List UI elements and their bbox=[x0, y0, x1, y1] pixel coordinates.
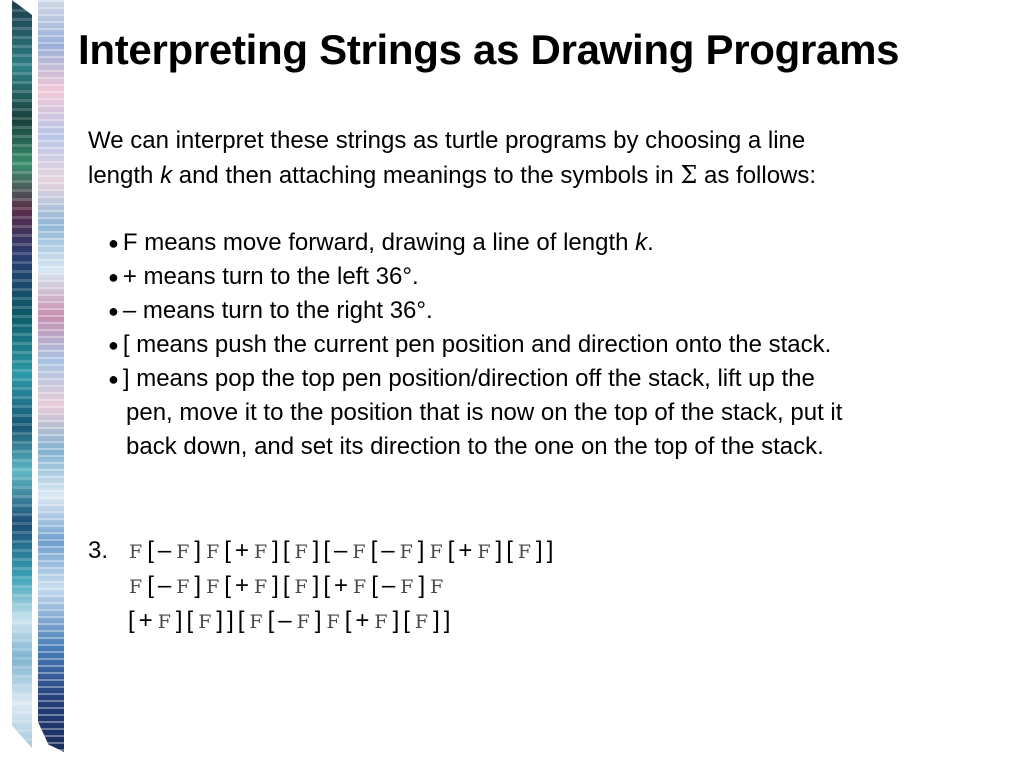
code-token-forward: F bbox=[294, 541, 308, 563]
list-item bbox=[108, 260, 842, 294]
code-token-symbol: ] bbox=[536, 537, 543, 564]
code-token-symbol: ] bbox=[443, 607, 451, 634]
code-token-symbol: [ bbox=[371, 572, 378, 599]
code-token-symbol: [ bbox=[403, 607, 410, 634]
bullet-text: – means turn to the right 36°. bbox=[122, 297, 433, 324]
code-token-symbol: – bbox=[157, 572, 172, 599]
code-token-forward: F bbox=[206, 541, 220, 563]
code-line bbox=[126, 604, 555, 639]
code-token-symbol: [ bbox=[186, 607, 194, 634]
code-token-symbol: [ bbox=[224, 537, 231, 564]
slide-title: Interpreting Strings as Drawing Programs bbox=[78, 26, 900, 73]
code-token-symbol: ] bbox=[227, 607, 234, 634]
code-token-symbol: ] bbox=[312, 572, 320, 599]
code-token-forward: F bbox=[176, 576, 190, 598]
code-token-symbol: [ bbox=[282, 572, 290, 599]
code-token-forward: F bbox=[477, 541, 491, 563]
sigma-symbol: Σ bbox=[680, 161, 698, 189]
code-token-symbol: ] bbox=[175, 607, 183, 634]
code-token-symbol: ] bbox=[417, 537, 425, 564]
list-item bbox=[108, 362, 842, 396]
code-token-forward: F bbox=[129, 541, 143, 563]
variable-k: k bbox=[160, 162, 173, 189]
code-token-forward: F bbox=[399, 541, 413, 563]
intro-text: as follows: bbox=[697, 162, 817, 189]
code-token-forward: F bbox=[296, 611, 310, 633]
bullet-dot: ● bbox=[108, 301, 119, 321]
example-number: 3. bbox=[88, 537, 109, 564]
code-token-symbol: [ bbox=[447, 537, 455, 564]
code-token-forward: F bbox=[157, 611, 171, 633]
code-token-forward: F bbox=[353, 576, 367, 598]
code-token-forward: F bbox=[374, 611, 388, 633]
intro-paragraph bbox=[88, 124, 988, 193]
code-token-symbol: – bbox=[278, 607, 292, 634]
code-token-symbol: ] bbox=[392, 607, 400, 634]
list-item bbox=[108, 226, 842, 260]
bullet-text: + means turn to the left 36°. bbox=[122, 263, 419, 290]
code-token-symbol: + bbox=[234, 572, 249, 599]
code-token-forward: F bbox=[400, 576, 414, 598]
code-token-symbol: [ bbox=[237, 607, 245, 634]
code-token-symbol: ] bbox=[418, 572, 426, 599]
code-token-symbol: ] bbox=[272, 572, 279, 599]
code-token-symbol: – bbox=[381, 572, 396, 599]
list-item-continuation: pen, move it to the position that is now on the top of the stack, put it bbox=[126, 399, 843, 426]
code-token-symbol: – bbox=[381, 537, 395, 564]
code-token-forward: F bbox=[429, 541, 443, 563]
code-line bbox=[126, 569, 555, 604]
code-token-symbol: [ bbox=[147, 537, 154, 564]
example-code bbox=[126, 534, 555, 639]
code-token-symbol: ] bbox=[495, 537, 503, 564]
code-token-symbol: [ bbox=[323, 537, 331, 564]
code-token-symbol: + bbox=[355, 607, 370, 634]
code-token-symbol: ] bbox=[194, 537, 202, 564]
code-token-forward: F bbox=[430, 576, 444, 598]
code-token-symbol: – bbox=[334, 537, 348, 564]
code-token-symbol: ] bbox=[546, 537, 554, 564]
code-token-symbol: [ bbox=[370, 537, 378, 564]
code-token-forward: F bbox=[414, 611, 429, 633]
code-token-symbol: ] bbox=[314, 607, 322, 634]
code-token-symbol: + bbox=[458, 537, 473, 564]
code-token-symbol: ] bbox=[272, 537, 279, 564]
code-token-forward: F bbox=[206, 576, 220, 598]
bullet-dot: ● bbox=[108, 233, 119, 253]
bullet-tail: . bbox=[647, 229, 654, 256]
meaning-list bbox=[108, 226, 842, 464]
code-token-symbol: [ bbox=[344, 607, 352, 634]
code-token-symbol: [ bbox=[224, 572, 231, 599]
code-token-forward: F bbox=[198, 611, 212, 633]
code-token-forward: F bbox=[253, 541, 268, 563]
bullet-text: [ means push the current pen position and direction onto the stack. bbox=[122, 331, 832, 358]
decorative-art-strip-right bbox=[38, 0, 64, 752]
bullet-dot: ● bbox=[108, 335, 119, 355]
list-item bbox=[108, 294, 842, 328]
variable-k: k bbox=[635, 229, 648, 256]
code-token-forward: F bbox=[176, 541, 190, 563]
bullet-dot: ● bbox=[108, 369, 119, 389]
code-token-forward: F bbox=[326, 611, 340, 633]
code-line bbox=[126, 534, 555, 569]
code-token-forward: F bbox=[294, 576, 308, 598]
list-item bbox=[108, 328, 842, 362]
decorative-art-strip-left bbox=[12, 0, 32, 748]
bullet-text: F means move forward, drawing a line of length bbox=[122, 229, 636, 256]
code-token-symbol: – bbox=[157, 537, 172, 564]
code-token-symbol: + bbox=[138, 607, 153, 634]
code-token-symbol: [ bbox=[147, 572, 154, 599]
code-token-symbol: [ bbox=[506, 537, 513, 564]
intro-line-1: We can interpret these strings as turtle programs by choosing a line bbox=[88, 127, 806, 154]
code-token-symbol: ] bbox=[312, 537, 320, 564]
intro-text: length bbox=[88, 162, 161, 189]
code-token-symbol: ] bbox=[216, 607, 224, 634]
code-token-forward: F bbox=[517, 541, 532, 563]
code-token-symbol: [ bbox=[128, 607, 135, 634]
list-item-continuation: back down, and set its direction to the one on the top of the stack. bbox=[126, 433, 824, 460]
code-token-symbol: [ bbox=[282, 537, 290, 564]
code-token-symbol: + bbox=[234, 537, 249, 564]
code-token-symbol: [ bbox=[323, 572, 331, 599]
bullet-text: ] means pop the top pen position/direction off the stack, lift up the bbox=[122, 365, 815, 392]
bullet-dot: ● bbox=[108, 267, 119, 287]
code-token-forward: F bbox=[253, 576, 268, 598]
code-token-symbol: + bbox=[334, 572, 349, 599]
code-token-forward: F bbox=[129, 576, 143, 598]
intro-line-2 bbox=[88, 158, 988, 193]
code-token-forward: F bbox=[352, 541, 366, 563]
code-token-symbol: ] bbox=[433, 607, 440, 634]
code-token-symbol: ] bbox=[194, 572, 202, 599]
intro-text: and then attaching meanings to the symbols in bbox=[172, 162, 681, 189]
code-token-symbol: [ bbox=[267, 607, 275, 634]
code-token-forward: F bbox=[249, 611, 263, 633]
